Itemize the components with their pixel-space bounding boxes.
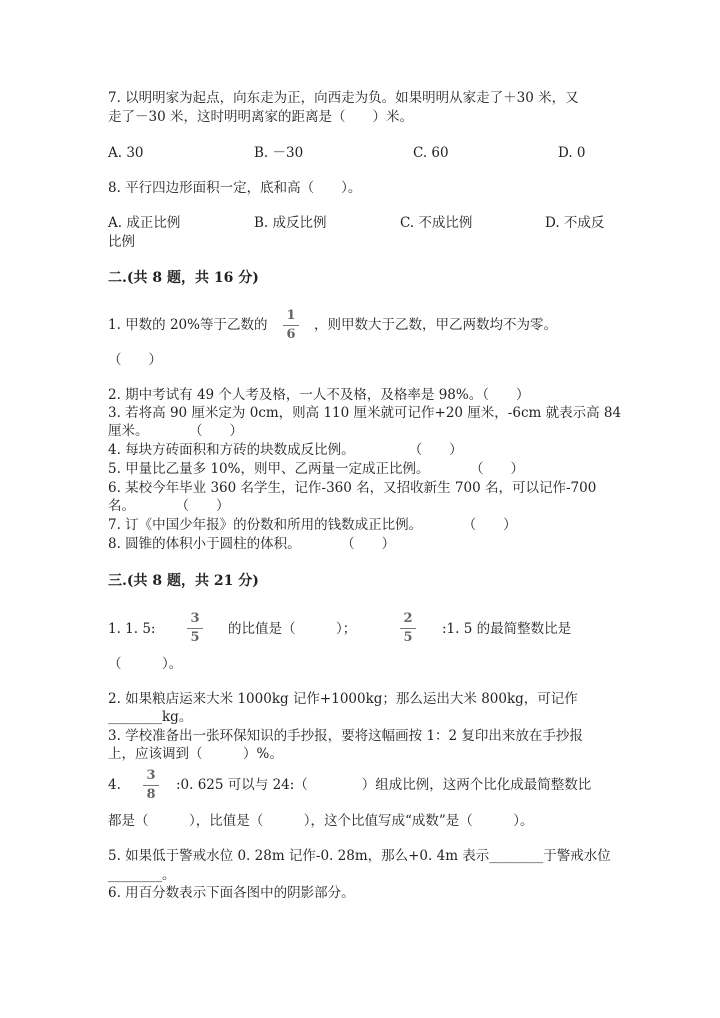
s2-q1-pre: 1. 甲数的 20%等于乙数的 — [108, 317, 268, 333]
s3-q4-a: :0. 625 可以与 24:（ ）组成比例，这两个比化成最简整数比 — [176, 777, 592, 793]
s3-q4-num: 4. — [108, 777, 121, 793]
fraction-numerator: 3 — [146, 768, 156, 783]
section2-title: 二.(共 8 题，共 16 分) — [108, 270, 259, 286]
fraction-denominator: 6 — [286, 327, 296, 342]
s3-q4-b: 都是（ ），比值是（ ），这个比值写成“成数”是（ ）。 — [108, 813, 534, 829]
q7-option-d: D. 0 — [558, 145, 586, 161]
q7-option-c: C. 60 — [413, 145, 449, 161]
s2-q5: 5. 甲量比乙量多 10%，则甲、乙两量一定成正比例。 （ ） — [108, 461, 524, 477]
q7-option-b: B. －30 — [254, 145, 304, 161]
q7-line1: 7. 以明明家为起点，向东走为正，向西走为负。如果明明从家走了＋30 米，又 — [108, 90, 579, 106]
fraction-denominator: 5 — [403, 630, 413, 645]
s3-q2-line1: 2. 如果粮店运来大米 1000kg 记作+1000kg；那么运出大米 800kg，可记作 — [108, 691, 578, 707]
s2-q6-line1: 6. 某校今年毕业 360 名学生，记作-360 名，又招收新生 700 名，可以记作-700 — [108, 480, 597, 496]
s3-q1-blank: （ ）。 — [108, 656, 183, 672]
s3-q1-fraction2 — [399, 612, 417, 645]
fraction-numerator: 2 — [403, 611, 413, 626]
q8-option-d: D. 不成反 — [545, 215, 605, 231]
s2-q3-line2: 厘米。 （ ） — [108, 423, 243, 439]
s3-q6: 6. 用百分数表示下面各图中的阴影部分。 — [108, 885, 355, 901]
s2-q3-line1: 3. 若将高 90 厘米定为 0cm，则高 110 厘米就可记作+20 厘米，-6cm 就表示高 84 — [108, 405, 622, 421]
s2-q7: 7. 订《中国少年报》的份数和所用的钱数成正比例。 （ ） — [108, 517, 517, 533]
s2-q4: 4. 每块方砖面积和方砖的块数成反比例。 （ ） — [108, 442, 463, 458]
s3-q1-a: 1. 1. 5: — [108, 621, 156, 637]
s3-q4-fraction — [142, 769, 160, 802]
s2-q1-post: ，则甲数大于乙数，甲乙两数均不为零。 — [314, 317, 557, 333]
q8-line1: 8. 平行四边形面积一定，底和高（ ）。 — [108, 180, 362, 196]
fraction-numerator: 1 — [286, 308, 296, 323]
q8-option-a: A. 成正比例 — [108, 215, 181, 231]
fraction-denominator: 5 — [190, 630, 200, 645]
q8-option-b: B. 成反比例 — [254, 215, 327, 231]
s2-q1-blank: （ ） — [108, 352, 162, 368]
s2-q1-fraction — [282, 309, 300, 342]
s3-q3-line1: 3. 学校准备出一张环保知识的手抄报，要将这幅画按 1：2 复印出来放在手抄报 — [108, 728, 583, 744]
s3-q2-line2: ________kg。 — [108, 709, 193, 725]
s2-q6-line2: 名。 （ ） — [108, 498, 230, 514]
q7-line2: 走了－30 米，这时明明离家的距离是（ ）米。 — [108, 109, 413, 125]
fraction-numerator: 3 — [190, 611, 200, 626]
fraction-denominator: 8 — [146, 787, 156, 802]
q8-option-d-cont: 比例 — [108, 234, 135, 250]
s3-q1-b: 的比值是（ ）； — [228, 621, 357, 637]
q7-option-a: A. 30 — [108, 145, 144, 161]
s3-q3-line2: 上，应该调到（ ）%。 — [108, 746, 283, 762]
s2-q8: 8. 圆锥的体积小于圆柱的体积。 （ ） — [108, 536, 396, 552]
section3-title: 三.(共 8 题，共 21 分) — [108, 573, 259, 589]
s3-q1-c: :1. 5 的最简整数比是 — [442, 621, 572, 637]
s2-q2: 2. 期中考试有 49 个人考及格，一人不及格，及格率是 98%。（ ） — [108, 387, 530, 403]
s3-q5-line2: ________。 — [108, 867, 176, 883]
q8-option-c: C. 不成比例 — [400, 215, 473, 231]
s3-q1-fraction1 — [186, 612, 204, 645]
s3-q5-line1: 5. 如果低于警戒水位 0. 28m 记作-0. 28m，那么+0. 4m 表示________于警戒水位 — [108, 848, 611, 864]
